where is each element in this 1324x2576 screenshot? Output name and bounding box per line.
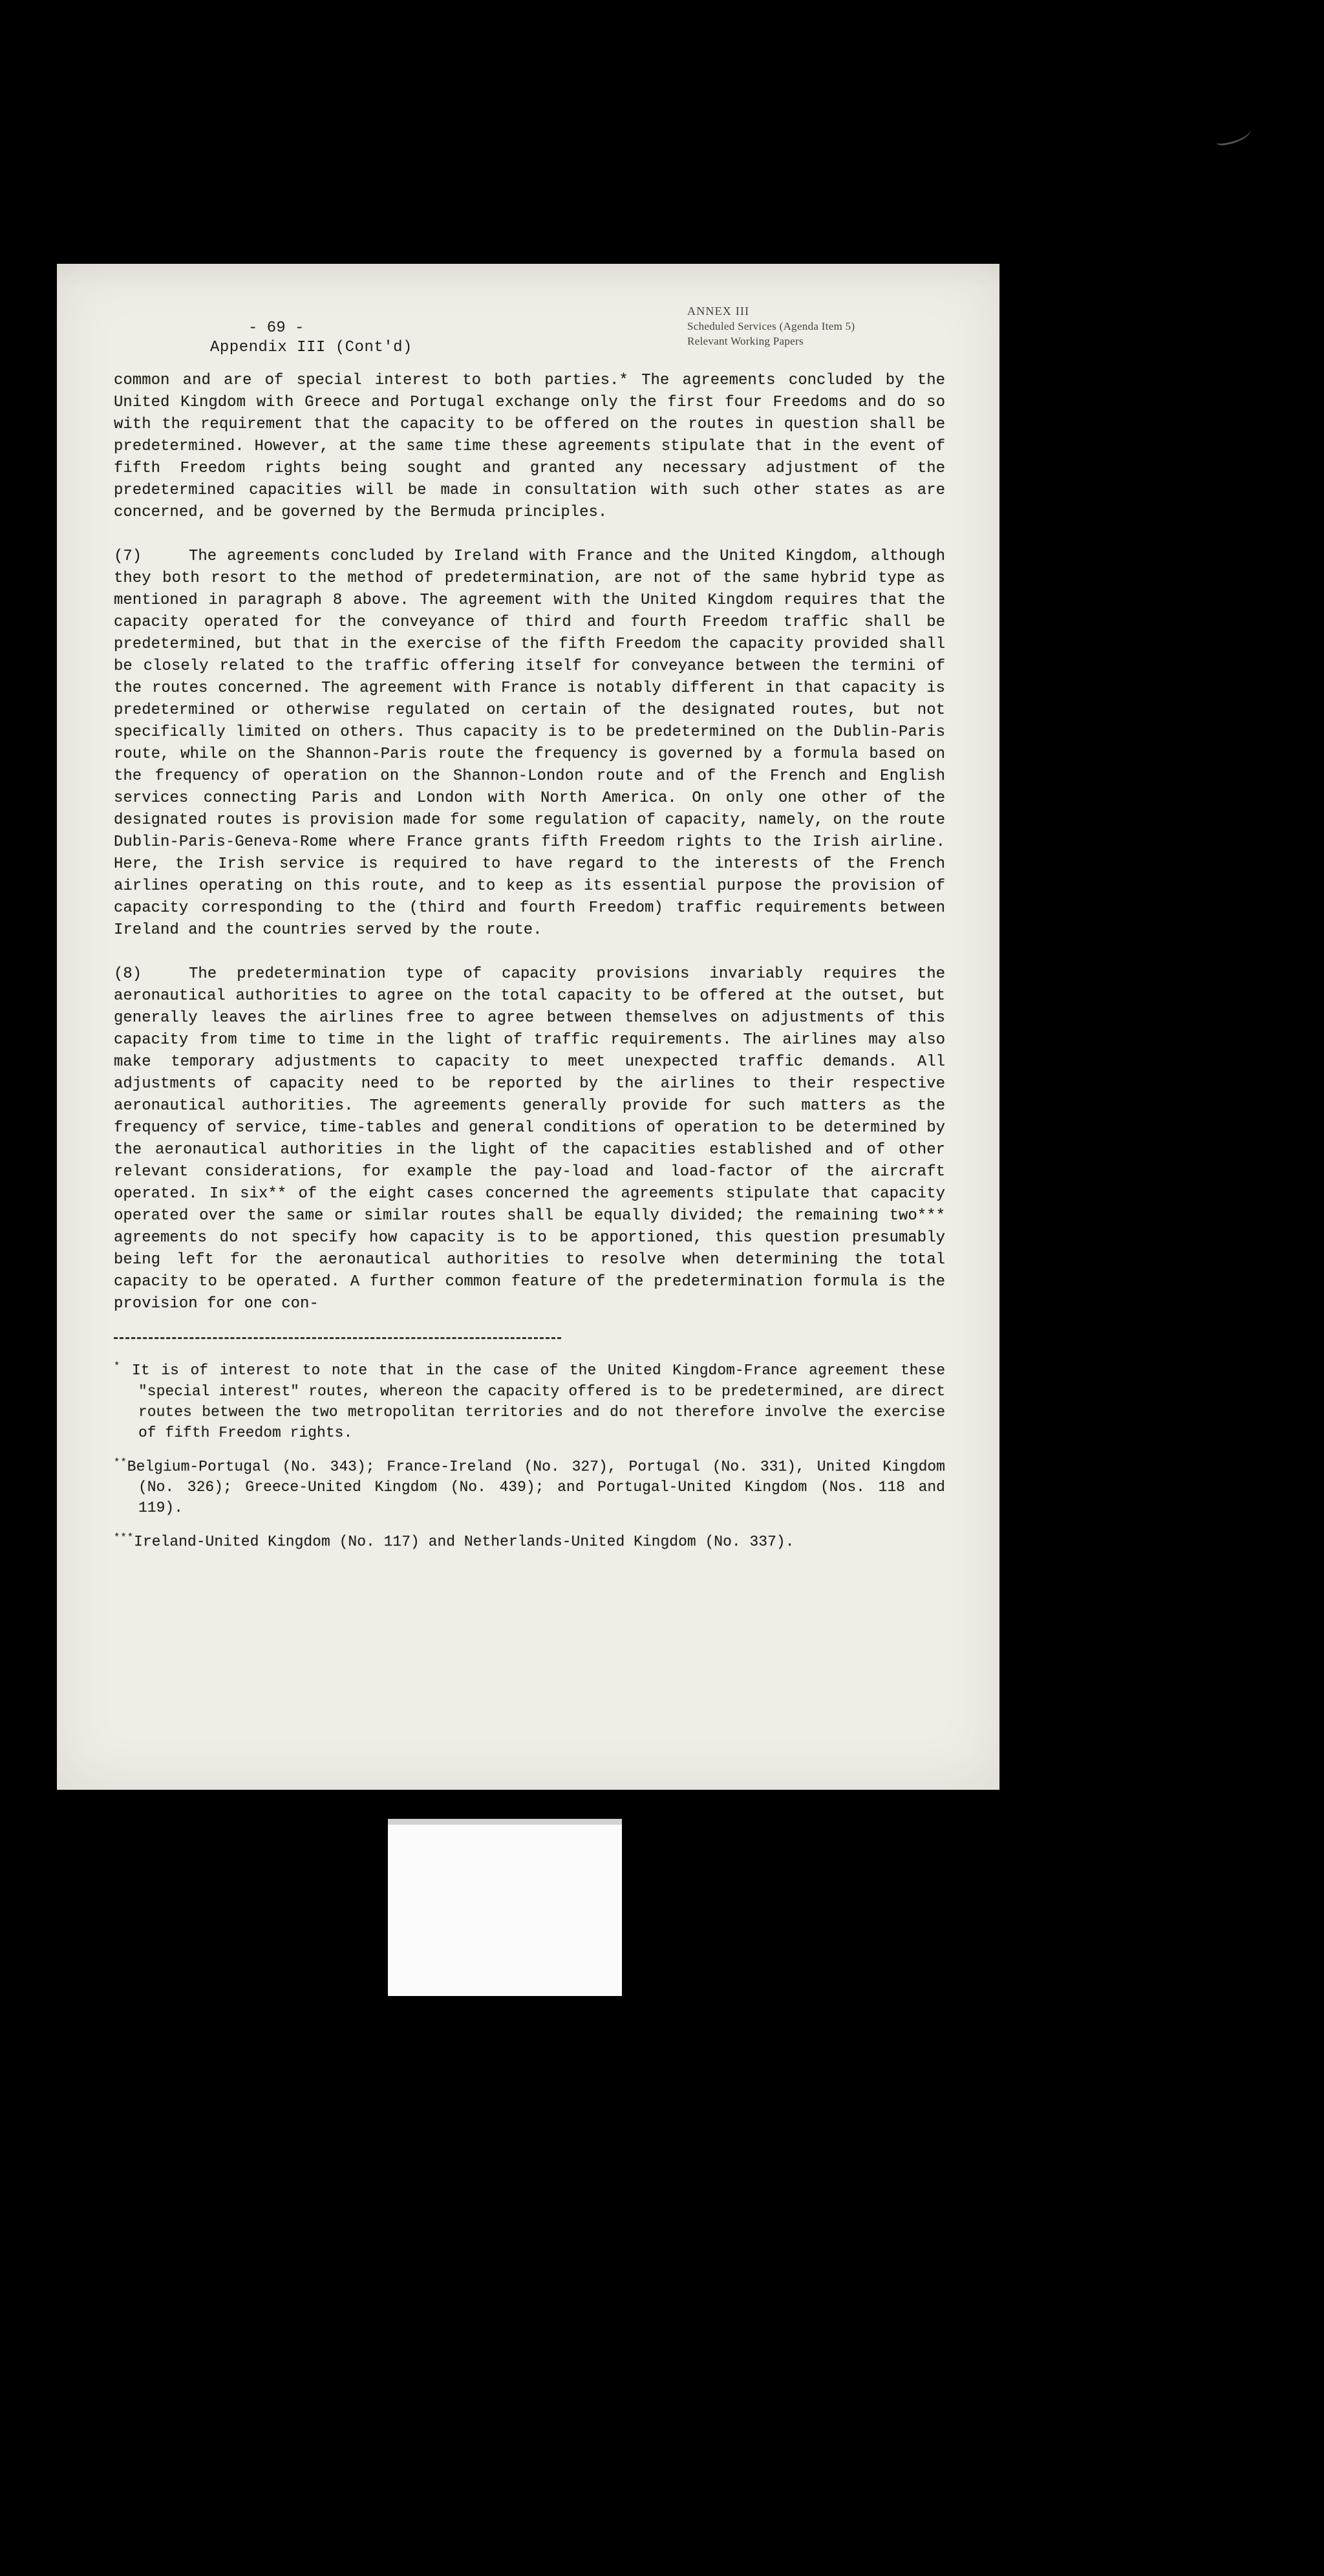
- paragraph-text: The agreements concluded by Ireland with France and the United Kingdom, although they both resort to the method of predetermination, are not of the same hybrid type as mentioned in paragraph 8 above. The agreement with the United Kingdom requires that the capacity operated for the conveyance of third and fourth Freedom traffic shall be predetermined, but that in the exercise of the fifth Freedom the capacity provided shall be closely related to the traffic offering itself for conveyance between the termini of the routes concerned. The agreement with France is notably different in that capacity is predetermined or otherwise regulated on certain of the designated routes, but not specifically limited on others. Thus capacity is to be predetermined on the Dublin-Paris route, while on the Shannon-Paris route the frequency is governed by a formula based on the frequency of operation on the Shannon-London route and of the French and English services connecting Paris and London with North America. On only one other of the designated routes is provision made for some regulation of capacity, namely, on the route Dublin-Paris-Geneva-Rome where France grants fifth Freedom rights to the Irish airline. Here, the Irish service is required to have regard to the interests of the French airlines operating on this route, and to keep as its essential purpose the provision of capacity corresponding to the (third and fourth Freedom) traffic requirements between Ireland and the countries served by the route.: [114, 548, 945, 939]
- paragraph-label: (8): [114, 965, 142, 983]
- footnote-marker: *: [114, 1360, 121, 1372]
- paragraph-text: The predetermination type of capacity provisions invariably requires the aeronautical authorities to agree on the total capacity to be offered at the outset, but generally leaves the airlines free to agree between themselves on adjustments of this capacity from time to time in the light of traffic requirements. The airlines may also make temporary adjustments to capacity to meet unexpected traffic demands. All adjustments of capacity need to be reported by the airlines to their respective aeronautical authorities. The agreements generally provide for such matters as the frequency of service, time-tables and general conditions of operation to be determined by the aeronautical authorities in the light of the capacities established and of other relevant considerations, for example the pay-load and load-factor of the aircraft operated. In six** of the eight cases concerned the agreements stipulate that capacity operated over the same or similar routes shall be equally divided; the remaining two*** agreements do not specify how capacity is to be apportioned, this question presumably being left for the aeronautical authorities to resolve when determining the total capacity to be operated. A further common feature of the predetermination formula is the provision for one con-: [114, 965, 945, 1313]
- body-text: [114, 370, 945, 1562]
- page-title: Appendix III (Cont'd): [210, 339, 412, 356]
- footnote-marker: ***: [114, 1532, 134, 1544]
- paragraph-label: (7): [114, 548, 142, 565]
- annex-subtitle: Scheduled Services (Agenda Item 5): [687, 320, 855, 332]
- footnote-marker: **: [114, 1456, 127, 1468]
- footnote-divider: [114, 1337, 561, 1339]
- paragraph-7: [114, 546, 945, 941]
- annex-header: [687, 304, 855, 349]
- paragraph-text: common and are of special interest to both parties.* The agreements concluded by the United Kingdom with Greece and Portugal exchange only the first four Freedoms and do so with the requirement that the capacity to be offered on the routes in question shall be predetermined. However, at the same time these agreements stipulate that in the event of fifth Freedom rights being sought and granted any necessary adjustment of the predetermined capacities will be made in consultation with such other states as are concerned, and be governed by the Bermuda principles.: [114, 372, 945, 521]
- footnote-text: Belgium-Portugal (No. 343); France-Ireland (No. 327), Portugal (No. 331), United Kingdom (No. 326); Greece-United Kingdom (No. 439); and Portugal-United Kingdom (Nos. 118 and 119).: [127, 1458, 945, 1517]
- footnote-2: [114, 1452, 945, 1519]
- scan-scratch-mark: [1214, 125, 1252, 146]
- annex-title: ANNEX III: [687, 305, 750, 317]
- paragraph-8: [114, 963, 945, 1315]
- document-page: [57, 264, 999, 1790]
- footnote-3: [114, 1527, 945, 1552]
- paragraph-continuation: [114, 370, 945, 524]
- footnote-text: Ireland-United Kingdom (No. 117) and Netherlands-United Kingdom (No. 337).: [134, 1533, 795, 1551]
- annex-subtitle-2: Relevant Working Papers: [687, 335, 804, 347]
- bottom-white-patch: [388, 1819, 622, 1996]
- page-number: - 69 -: [248, 319, 304, 337]
- footnote-1: [114, 1356, 945, 1443]
- footnote-text: It is of interest to note that in the case of the United Kingdom-France agreement these "special interest" routes, whereon the capacity offered is to be predetermined, are direct routes between the two metropolitan territories and do not therefore involve the exercise of fifth Freedom rights.: [132, 1362, 945, 1441]
